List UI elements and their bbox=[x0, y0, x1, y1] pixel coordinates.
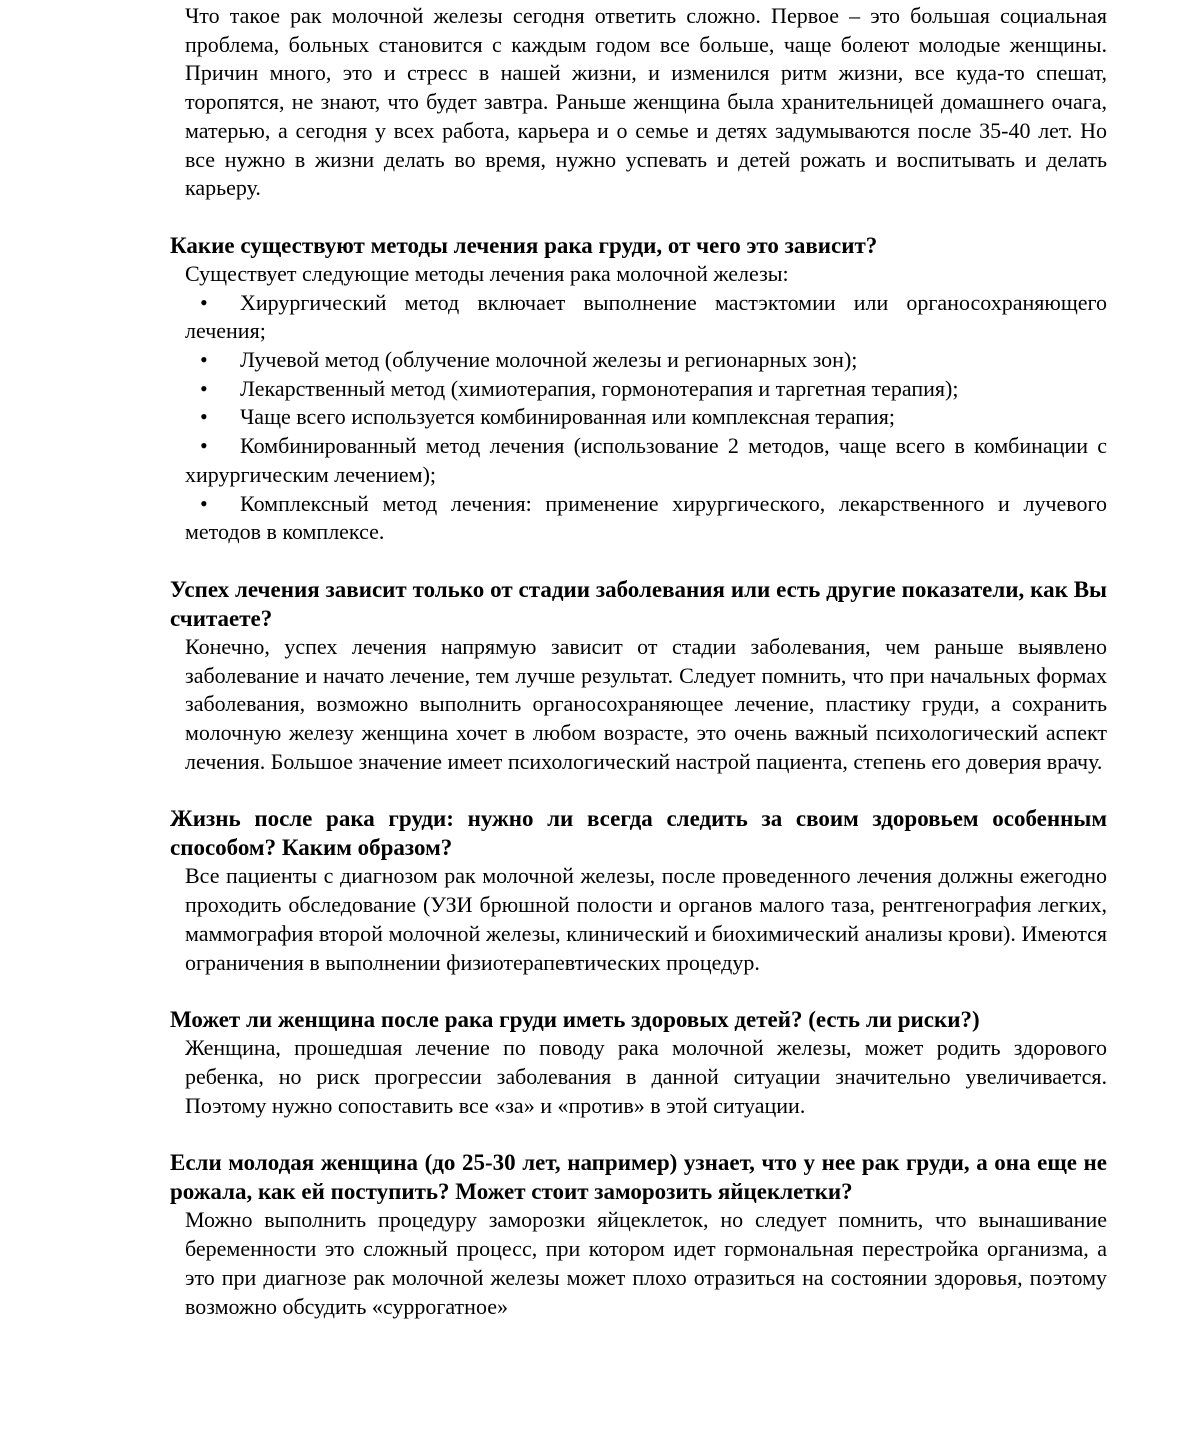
paragraph-treatment-methods-intro: Существует следующие методы лечения рака молочной железы: bbox=[185, 260, 789, 286]
list-item bbox=[185, 346, 1107, 375]
list-item-text: Лучевой метод (облучение молочной железы и регионарных зон); bbox=[240, 347, 858, 373]
list-item-text: Лекарственный метод (химиотерапия, гормонотерапия и таргетная терапия); bbox=[240, 375, 959, 401]
heading-children-after-cancer: Может ли женщина после рака груди иметь здоровых детей? (есть ли риски?) bbox=[170, 1007, 980, 1033]
paragraph-children-after-cancer: Женщина, прошедшая лечение по поводу рака молочной железы, может родить здорового ребенка, но риск прогрессии заболевания в данной ситуации значительно увеличивается. Поэтому нужно сопоставить все «за» и «против» в этой ситуации. bbox=[185, 1035, 1107, 1118]
bullet-icon: • bbox=[200, 490, 208, 516]
bullet-icon: • bbox=[200, 433, 208, 459]
bullet-icon: • bbox=[200, 289, 208, 315]
heading-treatment-methods: Какие существуют методы лечения рака груди, от чего это зависит? bbox=[170, 232, 878, 258]
list-item bbox=[185, 432, 1107, 489]
heading-life-after-cancer: Жизнь после рака груди: нужно ли всегда следить за своим здоровьем особенным способом? Каким образом? bbox=[170, 806, 1107, 861]
list-item-text: Комплексный метод лечения: применение хирургического, лекарственного и лучевого методов в комплексе. bbox=[185, 490, 1107, 545]
bullet-icon: • bbox=[200, 375, 208, 401]
bullet-icon: • bbox=[200, 404, 208, 430]
list-item-text: Хирургический метод включает выполнение мастэктомии или органосохраняющего лечения; bbox=[185, 289, 1107, 344]
paragraph-life-after-cancer: Все пациенты с диагнозом рак молочной железы, после проведенного лечения должны ежегодно проходить обследование (УЗИ брюшной полости и органов малого таза, рентгенография легких, маммография второй молочной железы, клинический и биохимический анализы крови). Имеются ограничения в выполнении физиотерапевтических процедур. bbox=[185, 863, 1107, 975]
paragraph-egg-freezing: Можно выполнить процедуру заморозки яйцеклеток, но следует помнить, что вынашивание беременности это сложный процесс, при котором идет гормональная перестройка организма, а это при диагнозе рак молочной железы может плохо отразиться на состоянии здоровья, поэтому возможно обсудить «суррогатное» bbox=[185, 1207, 1107, 1319]
list-item-text: Чаще всего используется комбинированная или комплексная терапия; bbox=[240, 404, 895, 430]
list-item-text: Комбинированный метод лечения (использование 2 методов, чаще всего в комбинации с хирургическим лечением); bbox=[185, 433, 1107, 487]
list-item bbox=[185, 490, 1107, 547]
heading-egg-freezing: Если молодая женщина (до 25-30 лет, например) узнает, что у нее рак груди, а она еще не рожала, как ей поступить? Может стоит заморозить яйцеклетки? bbox=[170, 1150, 1107, 1205]
list-item bbox=[185, 403, 1107, 432]
list-item bbox=[185, 289, 1107, 346]
list-item bbox=[185, 375, 1107, 404]
bullet-icon: • bbox=[200, 347, 208, 373]
paragraph-treatment-success-factors: Конечно, успех лечения напрямую зависит от стадии заболевания, чем раньше выявлено заболевание и начато лечение, тем лучше результат. Следует помнить, что при начальных формах заболевания, возможно выполнить органосохраняющее лечение, пластику груди, а сохранить молочную железу женщина хочет в любом возрасте, это очень важный психологический аспект лечения. Большое значение имеет психологический настрой пациента, степень его доверия врачу. bbox=[185, 633, 1107, 774]
treatment-methods-list bbox=[170, 289, 1107, 547]
intro-paragraph: Что такое рак молочной железы сегодня ответить сложно. Первое – это большая социальная проблема, больных становится с каждым годом все больше, чаще болеют молодые женщины. Причин много, это и стресс в нашей жизни, и изменился ритм жизни, все куда-то спешат, торопятся, не знают, что будет завтра. Раньше женщина была хранительницей домашнего очага, матерью, а сегодня у всех работа, карьера и о семье и детях задумываются после 35-40 лет. Но все нужно в жизни делать во время, нужно успевать и детей рожать и воспитывать и делать карьеру. bbox=[185, 3, 1107, 201]
heading-treatment-success-factors: Успех лечения зависит только от стадии заболевания или есть другие показатели, как Вы считаете? bbox=[170, 576, 1107, 631]
document-page bbox=[170, 2, 1107, 1321]
